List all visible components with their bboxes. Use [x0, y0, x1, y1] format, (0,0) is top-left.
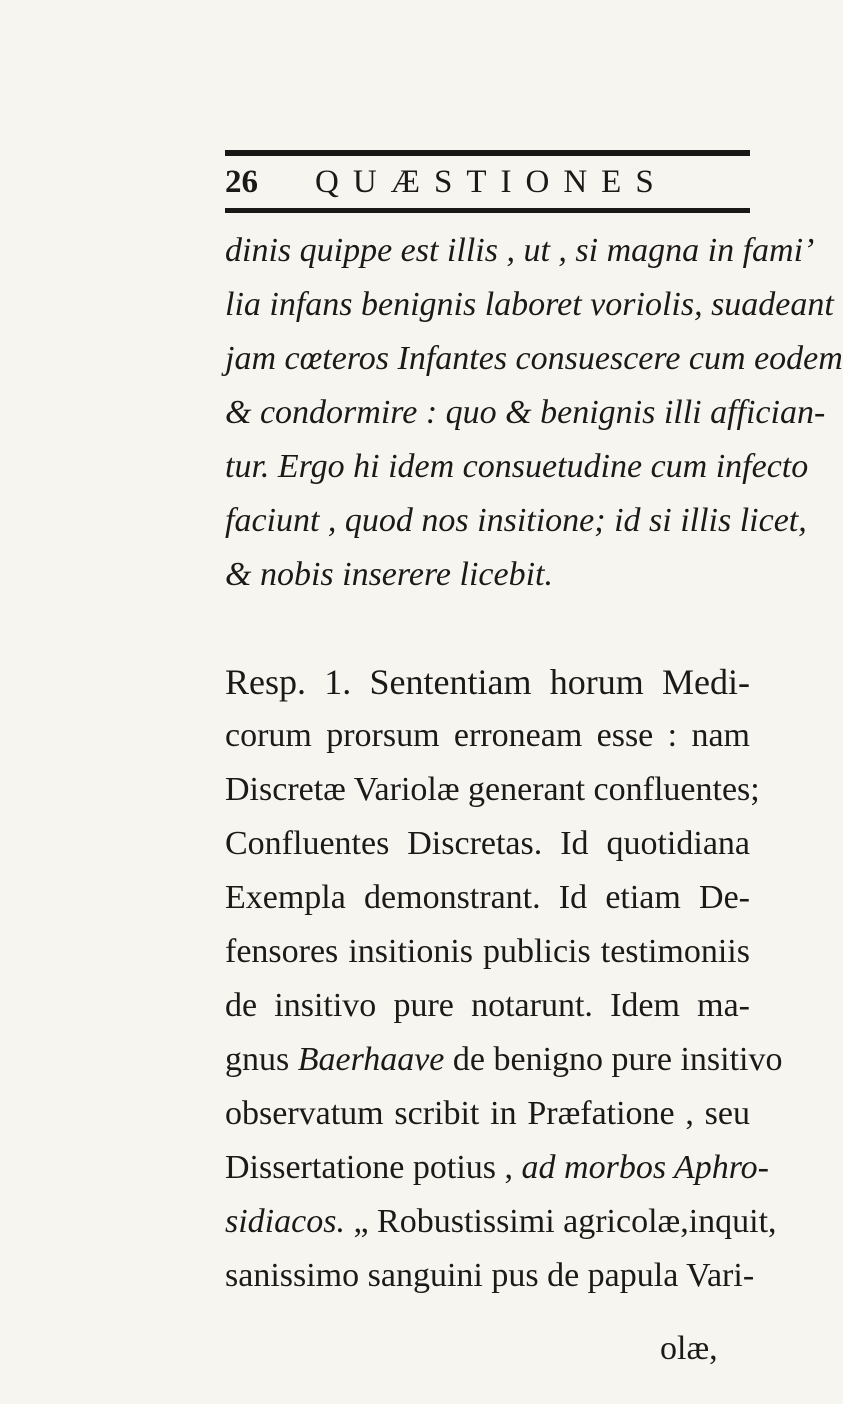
roman-paragraph	[225, 655, 783, 1303]
text-line: Exempla demonstrant. Id etiam De-	[225, 879, 750, 916]
text-line	[225, 1195, 777, 1249]
text-line: & nobis inserere licebit.	[225, 556, 553, 593]
text-segment: gnus	[225, 1041, 298, 1078]
text-line: Confluentes Discretas. Id quotidiana	[225, 825, 750, 862]
text-line	[225, 1033, 783, 1087]
text-line: faciunt , quod nos insitione; id si illis licet,	[225, 502, 807, 539]
text-line: & condormire : quo & benignis illi affician-	[225, 394, 826, 431]
italic-paragraph	[225, 224, 843, 602]
italic-name: Baerhaave	[297, 1041, 445, 1078]
text-line: tur. Ergo hi idem consuetudine cum infecto	[225, 448, 809, 485]
italic-title: ad morbos Aphro-	[521, 1149, 769, 1186]
text-line: Resp. 1. Sententiam horum Medi-	[225, 662, 750, 702]
header-rule-bottom	[225, 208, 750, 213]
catchword: olæ,	[660, 1330, 718, 1367]
text-line: sanissimo sanguini pus de papula Vari-	[225, 1257, 755, 1294]
text-line: de insitivo pure notarunt. Idem ma-	[225, 987, 750, 1024]
running-title: QUÆSTIONES	[315, 164, 668, 200]
running-header	[225, 160, 750, 204]
text-segment: „ Robustissimi agricolæ,inquit,	[344, 1203, 777, 1240]
text-line: Discretæ Variolæ generant confluentes;	[225, 771, 760, 808]
text-line: dinis quippe est illis , ut , si magna in fami’	[225, 232, 815, 269]
text-line: observatum scribit in Præfatione , seu	[225, 1095, 750, 1132]
text-line	[225, 1141, 769, 1195]
text-line: corum prorsum erroneam esse : nam	[225, 717, 750, 754]
text-segment: de benigno pure insitivo	[444, 1041, 783, 1078]
header-rule-top	[225, 150, 750, 156]
text-line: jam cœteros Infantes consuescere cum eodem	[225, 340, 843, 377]
text-line: lia infans benignis laboret voriolis, suadeant	[225, 286, 834, 323]
italic-title: sidiacos.	[225, 1203, 345, 1240]
text-segment: Dissertatione potius ,	[225, 1149, 522, 1186]
text-line: fensores insitionis publicis testimoniis	[225, 933, 750, 970]
page-number: 26	[225, 164, 258, 200]
